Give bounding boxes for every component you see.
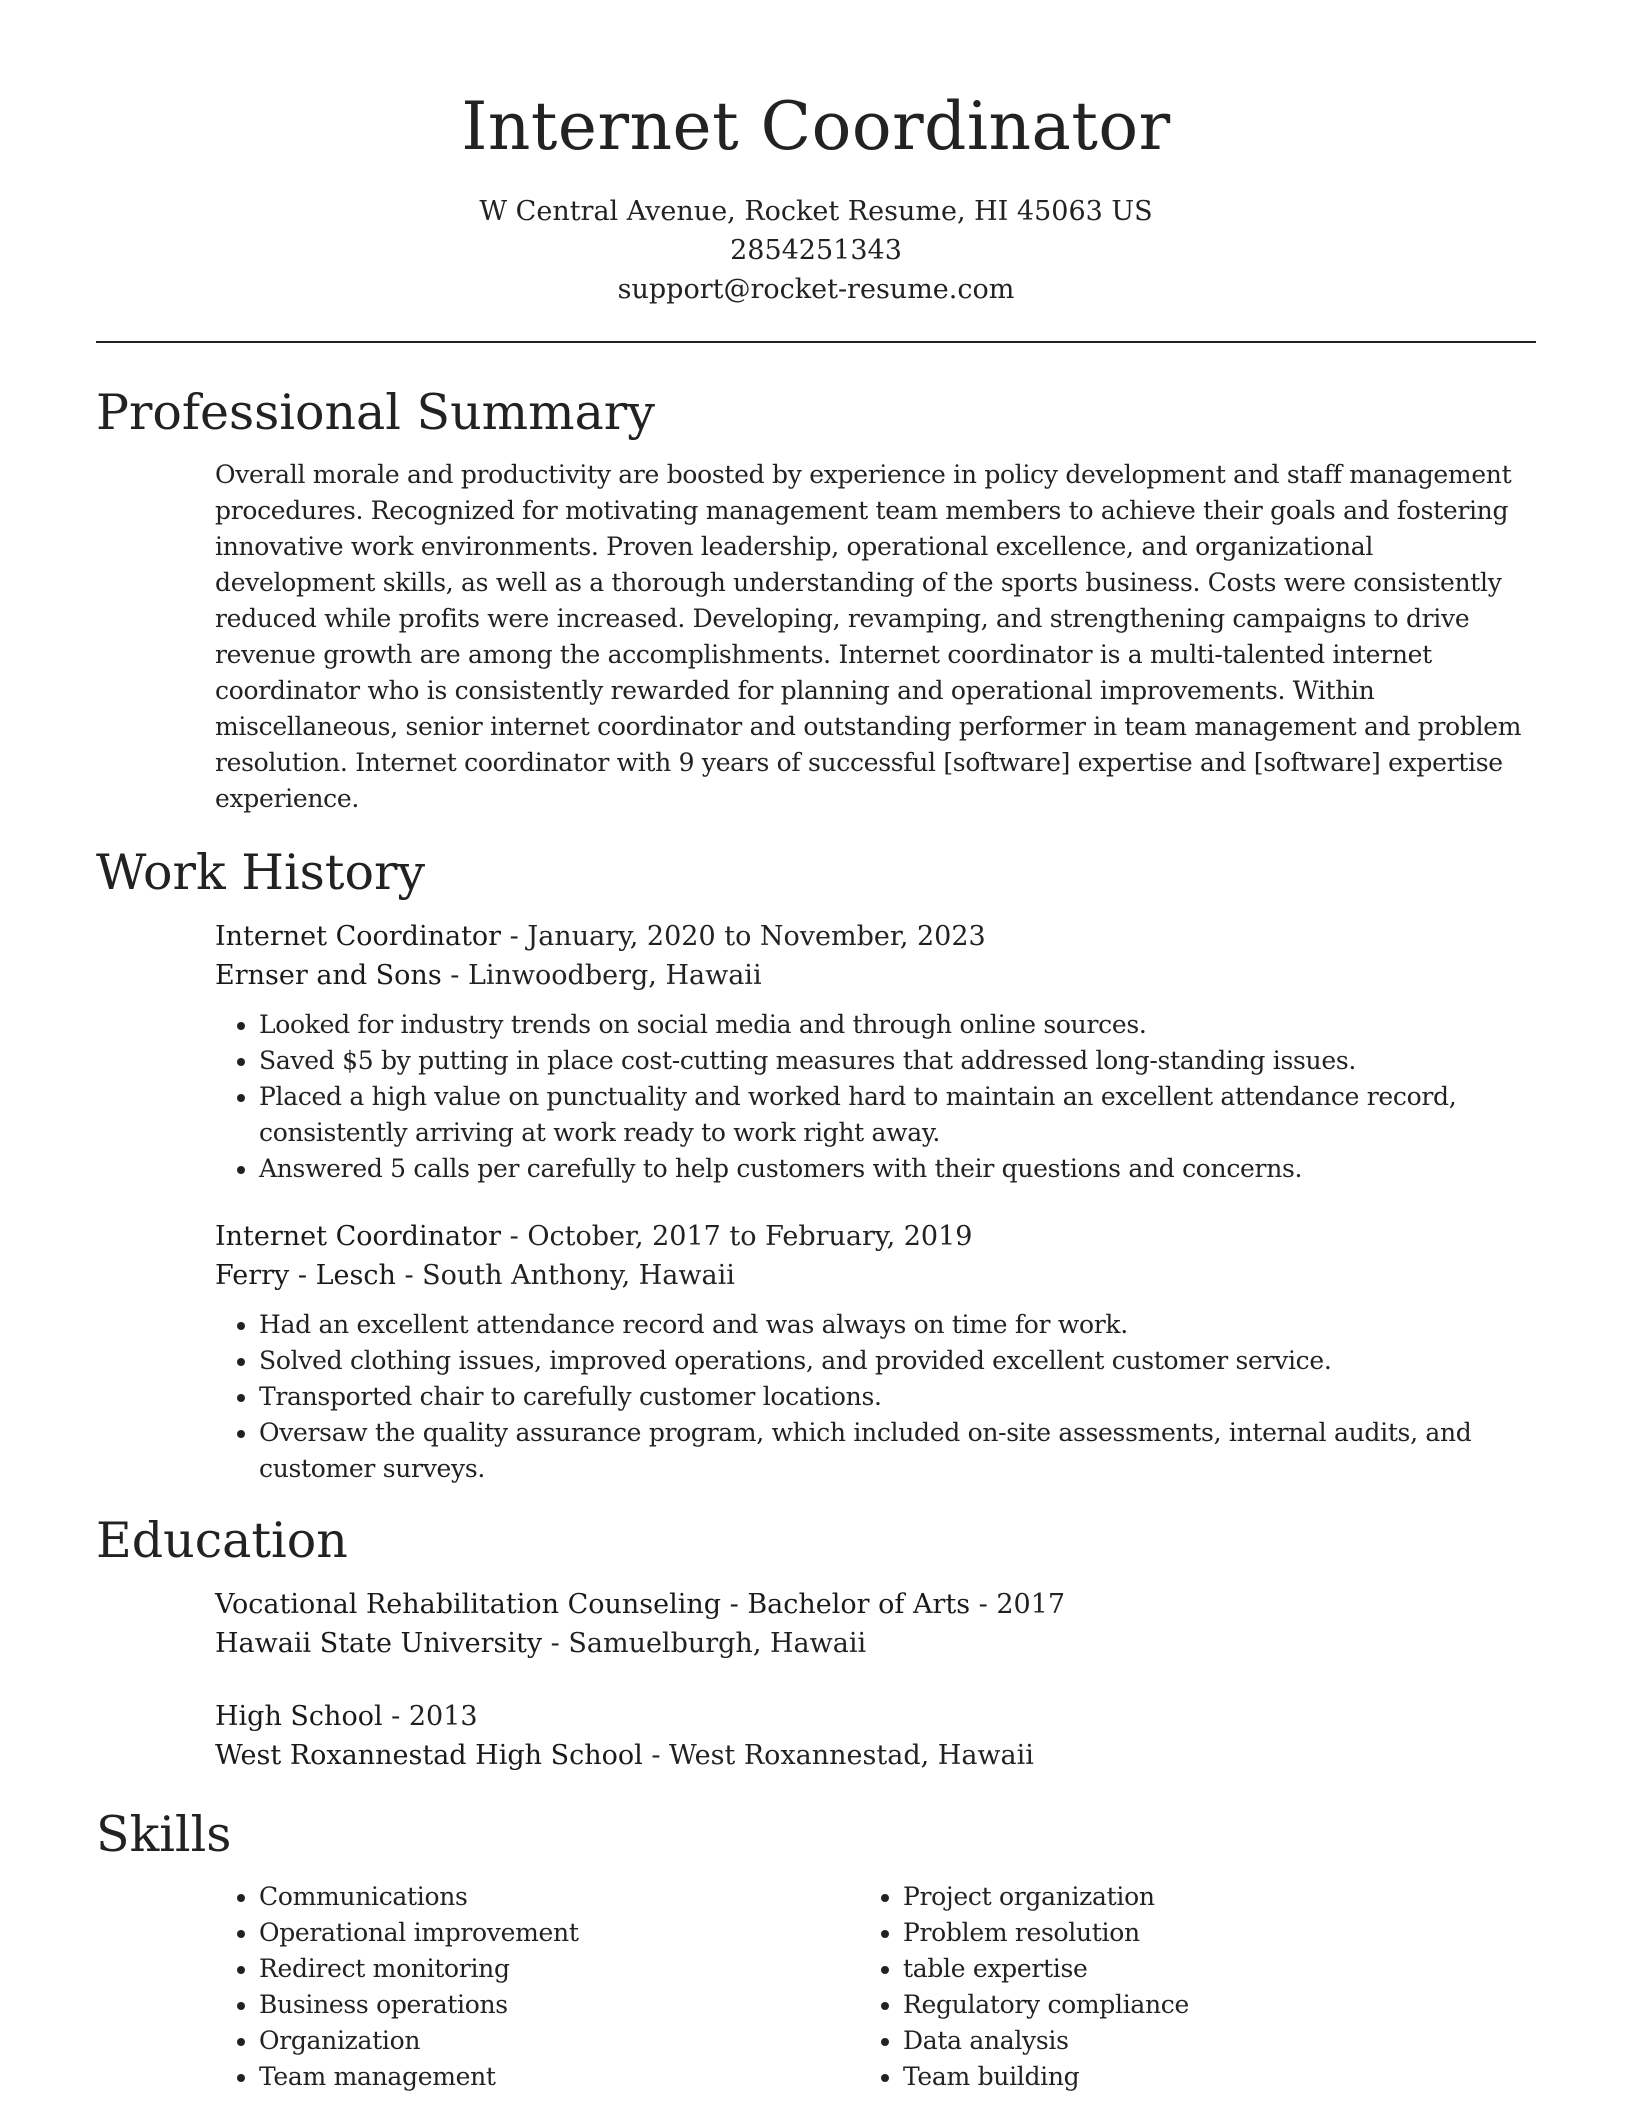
address: W Central Avenue, Rocket Resume, HI 45063 US (479, 196, 1153, 227)
skill-item: • Project organization (903, 1879, 1503, 1915)
summary-text: Overall morale and productivity are boosted by experience in policy development and staff management procedures. Recognized for motivating management team members to achieve their goals and fostering innovative work environments. Proven leadership, operational excellence, and organizational development skills, as well as a thorough understanding of the sports business. Costs were consistently reduced while profits were increased. Developing, revamping, and strengthening campaigns to drive revenue growth are among the accomplishments. Internet coordinator is a multi-talented internet coordinator who is consistently rewarded for planning and operational improvements. Within miscellaneous, senior internet coordinator and outstanding performer in team management and problem resolution. Internet coordinator with 9 years of successful [software] expertise and [software] expertise experience. (215, 460, 1522, 813)
skill-item: • Problem resolution (903, 1915, 1503, 1951)
job-location: - South Anthony, Hawaii (395, 1260, 735, 1291)
header-divider (96, 341, 1536, 343)
work-history-body (215, 917, 1536, 1487)
skills-body (215, 1879, 1536, 2095)
education-body (215, 1585, 1536, 1775)
skill-item: • Regulatory compliance (903, 1987, 1503, 2023)
degree-line (215, 1585, 1536, 1624)
job-entry (215, 917, 1536, 1187)
skill-item: • Team management (259, 2059, 859, 2095)
job-bullets (215, 1307, 1536, 1487)
skill-item: • Organization (259, 2023, 859, 2059)
skill-item: • Redirect monitoring (259, 1951, 859, 1987)
school-name: Hawaii State University (215, 1628, 543, 1659)
skill-item: • Team building (903, 2059, 1503, 2095)
job-title-line (215, 917, 1536, 956)
job-role: Internet Coordinator (215, 921, 502, 952)
job-title-line (215, 1217, 1536, 1256)
job-bullet: • Looked for industry trends on social media and through online sources. (259, 1007, 1536, 1043)
skills-list-right (859, 1879, 1503, 2095)
skill-item: • Business operations (259, 1987, 859, 2023)
skills-list-left (215, 1879, 859, 2095)
job-dates: - October, 2017 to February, 2019 (501, 1221, 973, 1252)
work-history-section (96, 841, 1536, 1487)
school-line (215, 1624, 1536, 1663)
degree: Vocational Rehabilitation Counseling - Bachelor of Arts (215, 1589, 971, 1620)
skills-section (96, 1803, 1536, 2095)
job-bullet: • Placed a high value on punctuality and worked hard to maintain an excellent attendance record, consistently arriving at work ready to work right away. (259, 1079, 1536, 1151)
graduation-year: - 2013 (382, 1701, 478, 1732)
education-title: Education (96, 1512, 348, 1569)
job-bullets (215, 1007, 1536, 1187)
job-company: Ferry - Lesch (215, 1260, 396, 1291)
job-role: Internet Coordinator (215, 1221, 502, 1252)
job-entry (215, 1217, 1536, 1487)
skill-item: • table expertise (903, 1951, 1503, 1987)
education-section (96, 1509, 1536, 1775)
skills-grid (215, 1879, 1536, 2095)
job-company: Ernser and Sons (215, 960, 442, 991)
job-location: - Linwoodberg, Hawaii (441, 960, 762, 991)
degree: High School (215, 1701, 383, 1732)
resume-header (0, 0, 1632, 309)
job-bullet: • Transported chair to carefully customer locations. (259, 1379, 1536, 1415)
email: support@rocket-resume.com (617, 274, 1015, 305)
contact-block (0, 192, 1632, 309)
job-bullet: • Oversaw the quality assurance program, which included on-site assessments, internal audits, and customer surveys. (259, 1415, 1536, 1487)
school-name: West Roxannestad High School (215, 1740, 643, 1771)
job-bullet: • Answered 5 calls per carefully to help customers with their questions and concerns. (259, 1151, 1536, 1187)
job-bullet: • Saved $5 by putting in place cost-cutting measures that addressed long-standing issues. (259, 1043, 1536, 1079)
candidate-name: Internet Coordinator (461, 88, 1171, 165)
school-line (215, 1736, 1536, 1775)
summary-title: Professional Summary (96, 384, 655, 441)
job-company-line (215, 956, 1536, 995)
work-history-title: Work History (96, 844, 426, 901)
summary-section (96, 381, 1536, 817)
summary-body (215, 457, 1536, 817)
phone: 2854251343 (730, 235, 902, 266)
job-bullet: • Solved clothing issues, improved operations, and provided excellent customer service. (259, 1343, 1536, 1379)
skill-item: • Data analysis (903, 2023, 1503, 2059)
skill-item: • Operational improvement (259, 1915, 859, 1951)
skill-item: • Communications (259, 1879, 859, 1915)
education-entry (215, 1697, 1536, 1775)
graduation-year: - 2017 (970, 1589, 1066, 1620)
skills-title: Skills (96, 1806, 232, 1863)
degree-line (215, 1697, 1536, 1736)
job-bullet: • Had an excellent attendance record and was always on time for work. (259, 1307, 1536, 1343)
school-location: - Samuelburgh, Hawaii (542, 1628, 867, 1659)
education-entry (215, 1585, 1536, 1663)
school-location: - West Roxannestad, Hawaii (642, 1740, 1034, 1771)
job-company-line (215, 1256, 1536, 1295)
job-dates: - January, 2020 to November, 2023 (501, 921, 986, 952)
